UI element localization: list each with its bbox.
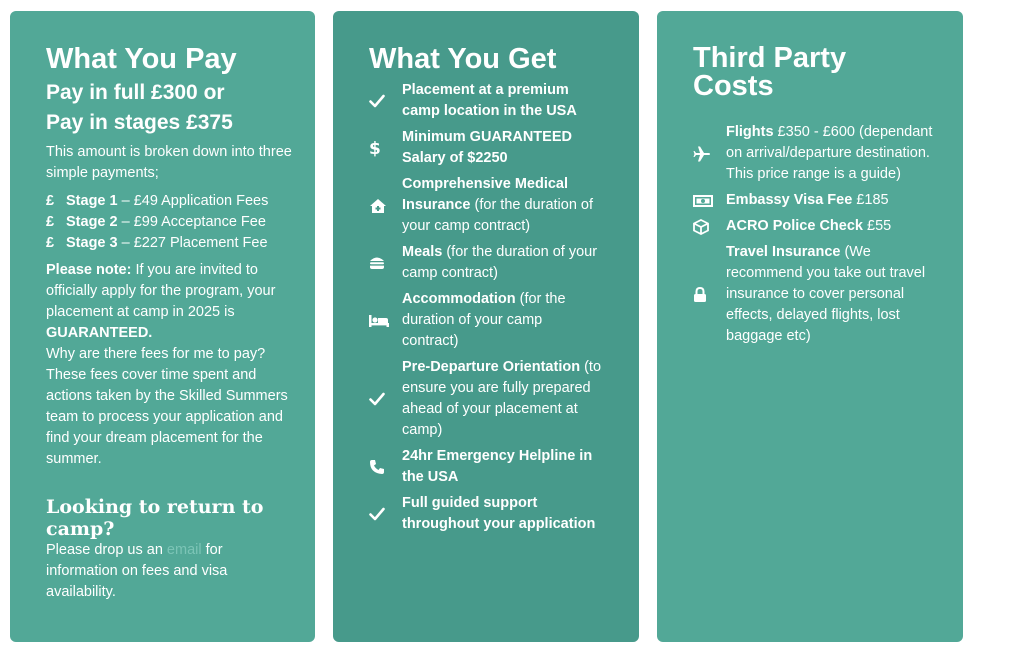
benefit-detail: (to ensure you are fully prepared ahead of your placement at camp) bbox=[402, 359, 602, 438]
money-icon bbox=[693, 195, 713, 207]
email-link[interactable]: email bbox=[166, 542, 202, 558]
benefit-item bbox=[369, 174, 617, 237]
pay-in-full-heading: Pay in full £300 or bbox=[46, 81, 225, 104]
lock-icon bbox=[693, 287, 707, 303]
benefit-title: Comprehensive Medical Insurance bbox=[402, 176, 568, 213]
third-party-costs-card bbox=[657, 11, 963, 642]
guaranteed-text: GUARANTEED. bbox=[46, 325, 153, 341]
benefit-title: Full guided support throughout your application bbox=[402, 495, 596, 532]
benefit-item bbox=[369, 80, 617, 122]
third-party-costs-title: Third Party Costs bbox=[693, 42, 847, 102]
cube-icon bbox=[693, 219, 709, 235]
benefit-title: Minimum GUARANTEED Salary of $2250 bbox=[402, 129, 572, 166]
check-icon bbox=[369, 392, 385, 406]
benefit-item bbox=[369, 493, 617, 535]
benefit-title: Placement at a premium camp location in the USA bbox=[402, 82, 577, 119]
check-icon bbox=[369, 94, 385, 108]
benefit-title: Accommodation bbox=[402, 291, 516, 307]
benefit-item bbox=[369, 446, 617, 488]
why-fees-text: Why are there fees for me to pay? These fees cover time spent and actions taken by the Skilled Summers team to process your application and find your dream placement for the summer. bbox=[46, 346, 288, 467]
stage-label: Stage 1 bbox=[66, 192, 118, 209]
cost-detail: £185 bbox=[852, 192, 889, 208]
cost-detail: (We recommend you take out travel insurance to cover personal effects, delayed flights, lost baggage etc) bbox=[726, 244, 926, 344]
return-to-camp-heading: Looking to return to camp? bbox=[46, 496, 264, 540]
phone-icon bbox=[369, 459, 385, 475]
cost-item bbox=[693, 122, 941, 185]
benefit-detail: (for the duration of your camp contract) bbox=[402, 291, 566, 349]
plane-icon bbox=[693, 145, 711, 163]
svg-text:$: $ bbox=[369, 139, 381, 158]
please-note-text bbox=[46, 260, 293, 344]
benefit-title: 24hr Emergency Helpline in the USA bbox=[402, 448, 593, 485]
stage-text: – £99 Acceptance Fee bbox=[117, 213, 266, 230]
intro-text: This amount is broken down into three simple payments; bbox=[46, 144, 292, 181]
burger-icon bbox=[369, 256, 385, 270]
benefits-list bbox=[369, 80, 617, 535]
benefit-item bbox=[369, 289, 617, 352]
cost-item bbox=[693, 216, 941, 237]
what-you-get-card bbox=[333, 11, 639, 642]
check-icon bbox=[369, 507, 385, 521]
stage-item bbox=[46, 190, 293, 211]
cost-detail: £55 bbox=[863, 218, 892, 234]
stage-text: – £49 Application Fees bbox=[117, 192, 269, 209]
cost-title: Embassy Visa Fee bbox=[726, 192, 853, 208]
stage-text: – £227 Placement Fee bbox=[117, 234, 268, 251]
dollar-icon bbox=[369, 138, 381, 158]
stage-item bbox=[46, 232, 293, 253]
cost-title: Flights bbox=[726, 124, 774, 140]
stage-label: Stage 2 bbox=[66, 213, 118, 230]
benefit-detail: (for the duration of your camp contract) bbox=[402, 197, 594, 234]
cost-item bbox=[693, 242, 941, 347]
benefit-item bbox=[369, 127, 617, 169]
return-text-post: for information on fees and visa availability. bbox=[46, 542, 228, 600]
cost-title: Travel Insurance bbox=[726, 244, 841, 260]
stages-list bbox=[46, 190, 293, 253]
return-text-pre: Please drop us an bbox=[46, 542, 167, 558]
benefit-title: Pre-Departure Orientation bbox=[402, 359, 581, 375]
benefit-item bbox=[369, 242, 617, 284]
home-medical-icon bbox=[369, 198, 387, 214]
pound-icon: £ bbox=[46, 192, 55, 209]
return-to-camp-text bbox=[46, 540, 293, 603]
pound-icon: £ bbox=[46, 213, 55, 230]
what-you-pay-card bbox=[10, 11, 315, 642]
please-note-label: Please note: bbox=[46, 262, 132, 278]
what-you-pay-title: What You Pay bbox=[46, 43, 237, 75]
benefit-item bbox=[369, 357, 617, 441]
stage-label: Stage 3 bbox=[66, 234, 118, 251]
pay-in-stages-heading: Pay in stages £375 bbox=[46, 111, 233, 134]
benefit-detail: (for the duration of your camp contract) bbox=[402, 244, 598, 281]
cost-detail: £350 - £600 (dependant on arrival/departure destination. This price range is a guide) bbox=[726, 124, 933, 182]
cost-item bbox=[693, 190, 941, 211]
stage-item bbox=[46, 211, 293, 232]
costs-list bbox=[693, 122, 941, 347]
pound-icon: £ bbox=[46, 234, 55, 251]
benefit-title: Meals bbox=[402, 244, 443, 260]
what-you-get-title: What You Get bbox=[369, 43, 557, 75]
cost-title: ACRO Police Check bbox=[726, 218, 863, 234]
please-note-body: If you are invited to officially apply for the program, your placement at camp in 2025 is bbox=[46, 262, 276, 320]
bed-icon bbox=[369, 314, 389, 328]
